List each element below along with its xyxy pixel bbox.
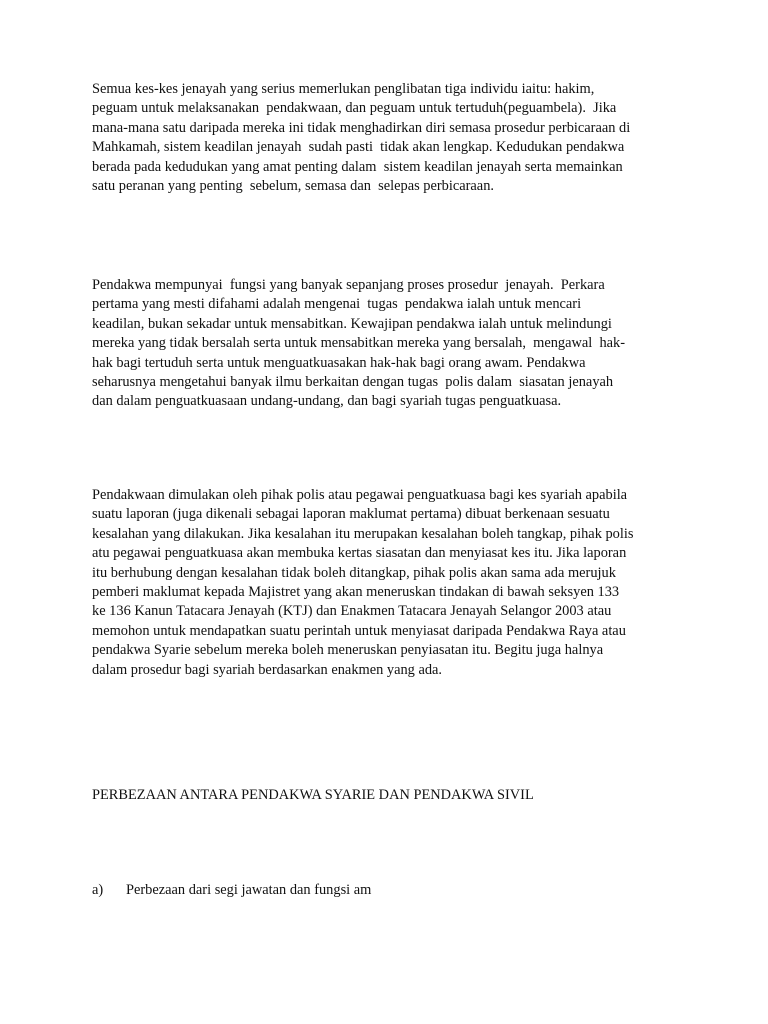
paragraph-line: mereka yang tidak bersalah serta untuk mensabitkan mereka yang bersalah, mengawal hak- <box>92 335 626 352</box>
paragraph-line: suatu laporan (juga dikenali sebagai laporan maklumat pertama) dibuat berkenaan sesuatu <box>92 506 610 523</box>
paragraph-1 <box>92 80 692 196</box>
paragraph-line: keadilan, bukan sekadar untuk mensabitkan. Kewajipan pendakwa ialah untuk melindungi <box>92 315 612 332</box>
paragraph-line: seharusnya mengetahui banyak ilmu berkaitan dengan tugas polis dalam siasatan jenayah <box>92 374 614 391</box>
paragraph-line: Semua kes-kes jenayah yang serius memerlukan penglibatan tiga individu iaitu: hakim, <box>92 81 595 97</box>
paragraph-line: Pendakwaan dimulakan oleh pihak polis atau pegawai penguatkuasa bagi kes syariah apabila <box>92 487 628 503</box>
list-item-text: Perbezaan dari segi jawatan dan fungsi am <box>126 882 372 898</box>
paragraph-line: kesalahan yang dilakukan. Jika kesalahan itu merupakan kesalahan boleh tangkap, pihak polis <box>92 525 634 542</box>
paragraph-line: pertama yang mesti difahami adalah mengenai tugas pendakwa ialah untuk mencari <box>92 296 582 313</box>
paragraph-line: pemberi maklumat kepada Majistret yang akan meneruskan tindakan di bawah seksyen 133 <box>92 584 620 601</box>
paragraph-line: peguam untuk melaksanakan pendakwaan, dan peguam untuk tertuduh(peguambela). Jika <box>92 100 617 117</box>
paragraph-line: ke 136 Kanun Tatacara Jenayah (KTJ) dan Enakmen Tatacara Jenayah Selangor 2003 atau <box>92 603 612 620</box>
paragraph-2 <box>92 276 692 412</box>
paragraph-line: atu pegawai penguatkuasa akan membuka kertas siasatan dan menyiasat kes itu. Jika laporan <box>92 545 627 562</box>
paragraph-line: hak bagi tertuduh serta untuk menguatkuasakan hak-hak bagi orang awam. Pendakwa <box>92 354 586 371</box>
paragraph-line: dan dalam penguatkuasaan undang-undang, dan bagi syariah tugas penguatkuasa. <box>92 393 562 410</box>
paragraph-line: memohon untuk mendapatkan suatu perintah untuk menyiasat daripada Pendakwa Raya atau <box>92 622 626 639</box>
section-heading: PERBEZAAN ANTARA PENDAKWA SYARIE DAN PENDAKWA SIVIL <box>92 787 534 803</box>
paragraph-3 <box>92 486 692 680</box>
paragraph-line: satu peranan yang penting sebelum, semasa dan selepas perbicaraan. <box>92 178 494 195</box>
list-marker: a) <box>92 882 104 898</box>
paragraph-line: dalam prosedur bagi syariah berdasarkan enakmen yang ada. <box>92 661 443 678</box>
paragraph-line: berada pada kedudukan yang amat penting dalam sistem keadilan jenayah serta memainkan <box>92 158 623 175</box>
paragraph-line: mana-mana satu daripada mereka ini tidak menghadirkan diri semasa prosedur perbicaraan di <box>92 119 631 136</box>
paragraph-line: Pendakwa mempunyai fungsi yang banyak sepanjang proses prosedur jenayah. Perkara <box>92 277 605 293</box>
paragraph-line: itu berhubung dengan kesalahan tidak boleh ditangkap, pihak polis akan sama ada merujuk <box>92 564 616 581</box>
list-item <box>92 881 372 959</box>
paragraph-line: pendakwa Syarie sebelum mereka boleh meneruskan penyiasatan itu. Begitu juga halnya <box>92 642 604 659</box>
paragraph-line: Mahkamah, sistem keadilan jenayah sudah pasti tidak akan lengkap. Kedudukan pendakwa <box>92 139 625 156</box>
